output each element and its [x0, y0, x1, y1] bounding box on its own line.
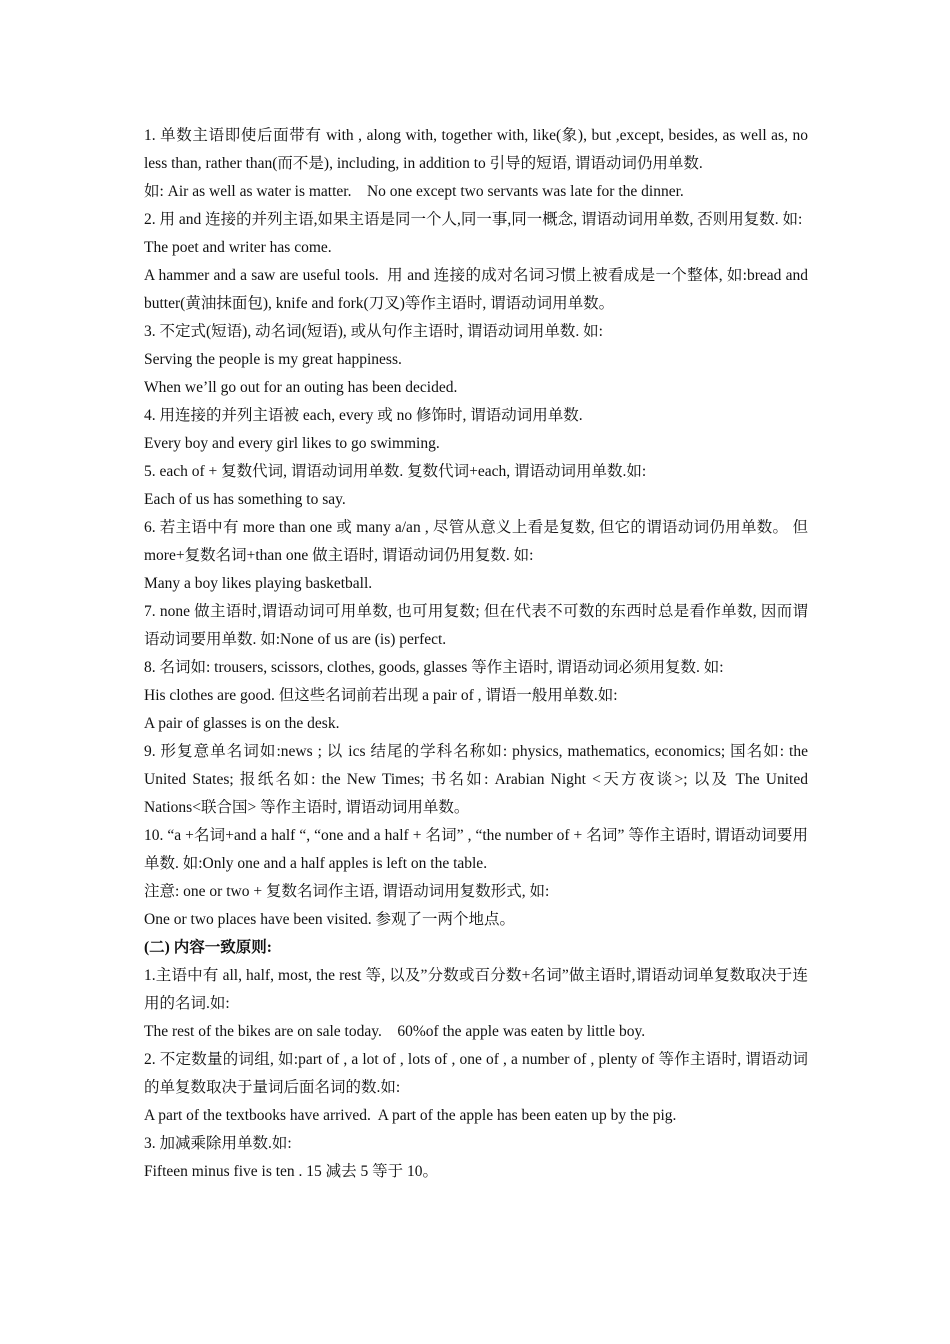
rule-7: 7. none 做主语时,谓语动词可用单数, 也可用复数; 但在代表不可数的东西时总是看作单数, 因而谓语动词要用单数. 如:None of us are (is) perfect. — [144, 603, 808, 648]
rule-5: 5. each of + 复数代词, 谓语动词用单数. 复数代词+each, 谓语动词用单数.如: — [144, 463, 647, 480]
rule-2-example-2: A hammer and a saw are useful tools. 用 and 连接的成对名词习惯上被看成是一个整体, 如:bread and butter(黄油抹面包), knife and fork(刀叉)等作主语时, 谓语动词用单数。 — [144, 267, 808, 312]
principle-1: 1.主语中有 all, half, most, the rest 等, 以及”分数或百分数+名词”做主语时,谓语动词单复数取决于连用的名词.如: — [144, 967, 808, 1012]
rule-4-example: Every boy and every girl likes to go swimming. — [144, 435, 440, 452]
rule-2: 2. 用 and 连接的并列主语,如果主语是同一个人,同一事,同一概念, 谓语动词用单数, 否则用复数. 如: — [144, 211, 803, 228]
principle-1-example: The rest of the bikes are on sale today. 60%of the apple was eaten by little boy. — [144, 1023, 646, 1040]
note: 注意: one or two + 复数名词作主语, 谓语动词用复数形式, 如: — [144, 883, 550, 900]
principle-3: 3. 加减乘除用单数.如: — [144, 1135, 292, 1152]
rule-3-example-1: Serving the people is my great happiness. — [144, 351, 402, 368]
rule-3-example-2: When we’ll go out for an outing has been decided. — [144, 379, 458, 396]
rule-8: 8. 名词如: trousers, scissors, clothes, goods, glasses 等作主语时, 谓语动词必须用复数. 如: — [144, 659, 724, 676]
rule-8-example-1: His clothes are good. 但这些名词前若出现 a pair of , 谓语一般用单数.如: — [144, 687, 618, 704]
document-body — [144, 122, 808, 1186]
rule-1-example: 如: Air as well as water is matter. No one except two servants was late for the dinner. — [144, 183, 684, 200]
rule-8-example-2: A pair of glasses is on the desk. — [144, 715, 340, 732]
rule-10: 10. “a +名词+and a half “, “one and a half + 名词” , “the number of + 名词” 等作主语时, 谓语动词要用单数. 如:Only one and a half apples is left on the table. — [144, 827, 808, 872]
note-example: One or two places have been visited. 参观了一两个地点。 — [144, 911, 516, 928]
rule-3: 3. 不定式(短语), 动名词(短语), 或从句作主语时, 谓语动词用单数. 如: — [144, 323, 603, 340]
rule-5-example: Each of us has something to say. — [144, 491, 346, 508]
rule-6: 6. 若主语中有 more than one 或 many a/an , 尽管从意义上看是复数, 但它的谓语动词仍用单数。 但 more+复数名词+than one 做主语时, 谓语动词仍用复数. 如: — [144, 519, 808, 564]
rule-9: 9. 形复意单名词如:news ; 以 ics 结尾的学科名称如: physics, mathematics, economics; 国名如: the United States; 报纸名如: the New Times; 书名如: Arabian Night <天方夜谈>; 以及 The United Nations<联合国> 等作主语时, 谓语动词用单数。 — [144, 743, 808, 816]
rule-4: 4. 用连接的并列主语被 each, every 或 no 修饰时, 谓语动词用单数. — [144, 407, 583, 424]
rule-2-example-1: The poet and writer has come. — [144, 239, 332, 256]
principle-2-example: A part of the textbooks have arrived. A part of the apple has been eaten up by the pig. — [144, 1107, 677, 1124]
principle-2: 2. 不定数量的词组, 如:part of , a lot of , lots of , one of , a number of , plenty of 等作主语时, 谓语动词的单复数取决于量词后面名词的数.如: — [144, 1051, 808, 1096]
principle-3-example: Fifteen minus five is ten . 15 减去 5 等于 10。 — [144, 1163, 439, 1180]
rule-6-example: Many a boy likes playing basketball. — [144, 575, 373, 592]
section-heading: (二) 内容一致原则: — [144, 939, 272, 956]
rule-1: 1. 单数主语即使后面带有 with , along with, together with, like(象), but ,except, besides, as well as, no less than, rather than(而不是), including, in addition to 引导的短语, 谓语动词仍用单数. — [144, 127, 808, 172]
